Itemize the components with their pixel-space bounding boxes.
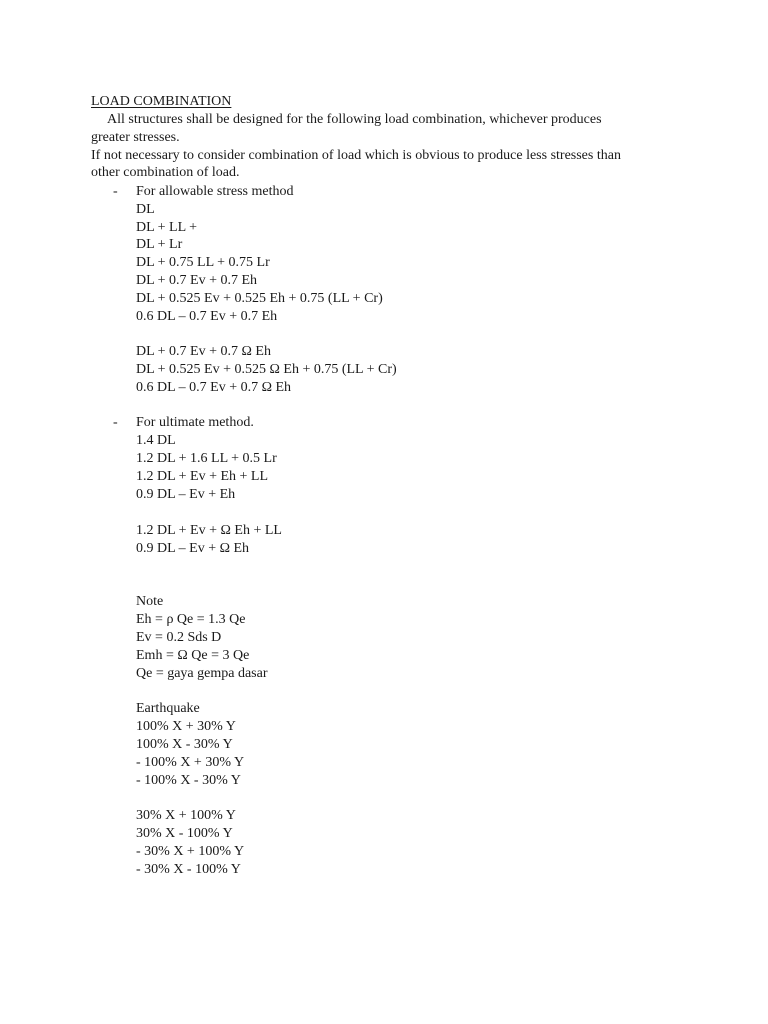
- allowable-omega-combo-2: DL + 0.525 Ev + 0.525 Ω Eh + 0.75 (LL + Cr): [136, 362, 397, 377]
- note-heading: Note: [136, 594, 164, 609]
- ultimate-combo-1: 1.4 DL: [136, 433, 176, 448]
- earthquake-combo-5: 30% X + 100% Y: [136, 808, 236, 823]
- earthquake-combo-1: 100% X + 30% Y: [136, 719, 236, 734]
- allowable-combo-1: DL: [136, 202, 155, 217]
- ultimate-combo-4: 0.9 DL – Ev + Eh: [136, 487, 236, 502]
- allowable-omega-combo-3: 0.6 DL – 0.7 Ev + 0.7 Ω Eh: [136, 380, 292, 395]
- allowable-combo-2: DL + LL +: [136, 220, 198, 235]
- note-line-4: Qe = gaya gempa dasar: [136, 666, 268, 681]
- intro-line-1: All structures shall be designed for the following load combination, whichever produces: [107, 112, 602, 127]
- allowable-combo-3: DL + Lr: [136, 237, 183, 252]
- earthquake-heading: Earthquake: [136, 701, 200, 716]
- note-line-2: Ev = 0.2 Sds D: [136, 630, 222, 645]
- allowable-combo-5: DL + 0.7 Ev + 0.7 Eh: [136, 273, 258, 288]
- ultimate-heading: For ultimate method.: [136, 415, 254, 430]
- note-line-1: Eh = ρ Qe = 1.3 Qe: [136, 612, 246, 627]
- allowable-combo-6: DL + 0.525 Ev + 0.525 Eh + 0.75 (LL + Cr): [136, 291, 383, 306]
- ultimate-combo-3: 1.2 DL + Ev + Eh + LL: [136, 469, 269, 484]
- intro-line-2: greater stresses.: [91, 130, 180, 145]
- ultimate-bullet: -: [113, 415, 118, 430]
- ultimate-combo-2: 1.2 DL + 1.6 LL + 0.5 Lr: [136, 451, 277, 466]
- allowable-heading: For allowable stress method: [136, 184, 294, 199]
- allowable-combo-4: DL + 0.75 LL + 0.75 Lr: [136, 255, 270, 270]
- ultimate-omega-combo-1: 1.2 DL + Ev + Ω Eh + LL: [136, 523, 282, 538]
- earthquake-combo-8: - 30% X - 100% Y: [136, 862, 241, 877]
- intro-line-3: If not necessary to consider combination of load which is obvious to produce less stresses than: [91, 148, 621, 163]
- earthquake-combo-2: 100% X - 30% Y: [136, 737, 233, 752]
- earthquake-combo-7: - 30% X + 100% Y: [136, 844, 245, 859]
- earthquake-combo-6: 30% X - 100% Y: [136, 826, 233, 841]
- intro-line-4: other combination of load.: [91, 165, 240, 180]
- earthquake-combo-4: - 100% X - 30% Y: [136, 773, 241, 788]
- allowable-combo-7: 0.6 DL – 0.7 Ev + 0.7 Eh: [136, 309, 278, 324]
- document-title: LOAD COMBINATION: [91, 94, 232, 109]
- ultimate-omega-combo-2: 0.9 DL – Ev + Ω Eh: [136, 541, 250, 556]
- note-line-3: Emh = Ω Qe = 3 Qe: [136, 648, 250, 663]
- earthquake-combo-3: - 100% X + 30% Y: [136, 755, 245, 770]
- allowable-bullet: -: [113, 184, 118, 199]
- allowable-omega-combo-1: DL + 0.7 Ev + 0.7 Ω Eh: [136, 344, 271, 359]
